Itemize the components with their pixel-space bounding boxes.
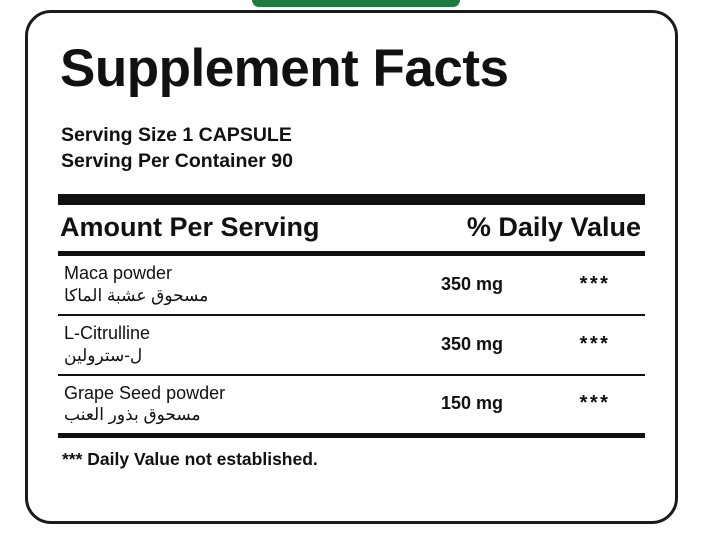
ingredient-name (60, 322, 397, 367)
ingredient-name-ar: مسحوق عشبة الماكا (64, 285, 209, 305)
ingredient-daily-value: *** (579, 273, 611, 296)
label-content (58, 41, 645, 470)
ingredient-amount: 350 mg (440, 274, 504, 295)
serving-info (61, 123, 645, 175)
ingredient-daily-value: *** (579, 332, 611, 355)
ingredient-amount: 150 mg (440, 393, 504, 414)
table-row (58, 316, 645, 374)
ingredient-name-en: L-Citrulline (64, 323, 151, 344)
ingredient-name-ar: مسحوق بذور العنب (64, 405, 201, 425)
page-title: Supplement Facts (60, 39, 509, 98)
ingredient-name-ar: ل-سترولين (64, 345, 143, 365)
table-header-row (58, 205, 645, 251)
ingredient-name-en: Maca powder (64, 263, 173, 284)
top-green-accent (252, 0, 460, 7)
column-header-daily-value: % Daily Value (466, 212, 641, 243)
divider-bottom (58, 433, 645, 438)
serving-per-container: Serving Per Container 90 (61, 149, 293, 172)
ingredient-name (60, 382, 397, 427)
divider-thick-top (58, 194, 645, 205)
table-row (58, 376, 645, 434)
footnote: *** Daily Value not established. (62, 449, 318, 470)
ingredient-name-en: Grape Seed powder (64, 382, 226, 403)
ingredient-amount: 350 mg (440, 333, 504, 354)
serving-size: Serving Size 1 CAPSULE (61, 123, 292, 146)
ingredient-daily-value: *** (579, 392, 611, 415)
column-header-amount: Amount Per Serving (60, 212, 320, 243)
ingredient-name (60, 262, 397, 307)
table-row (58, 256, 645, 314)
label-panel (25, 10, 678, 524)
